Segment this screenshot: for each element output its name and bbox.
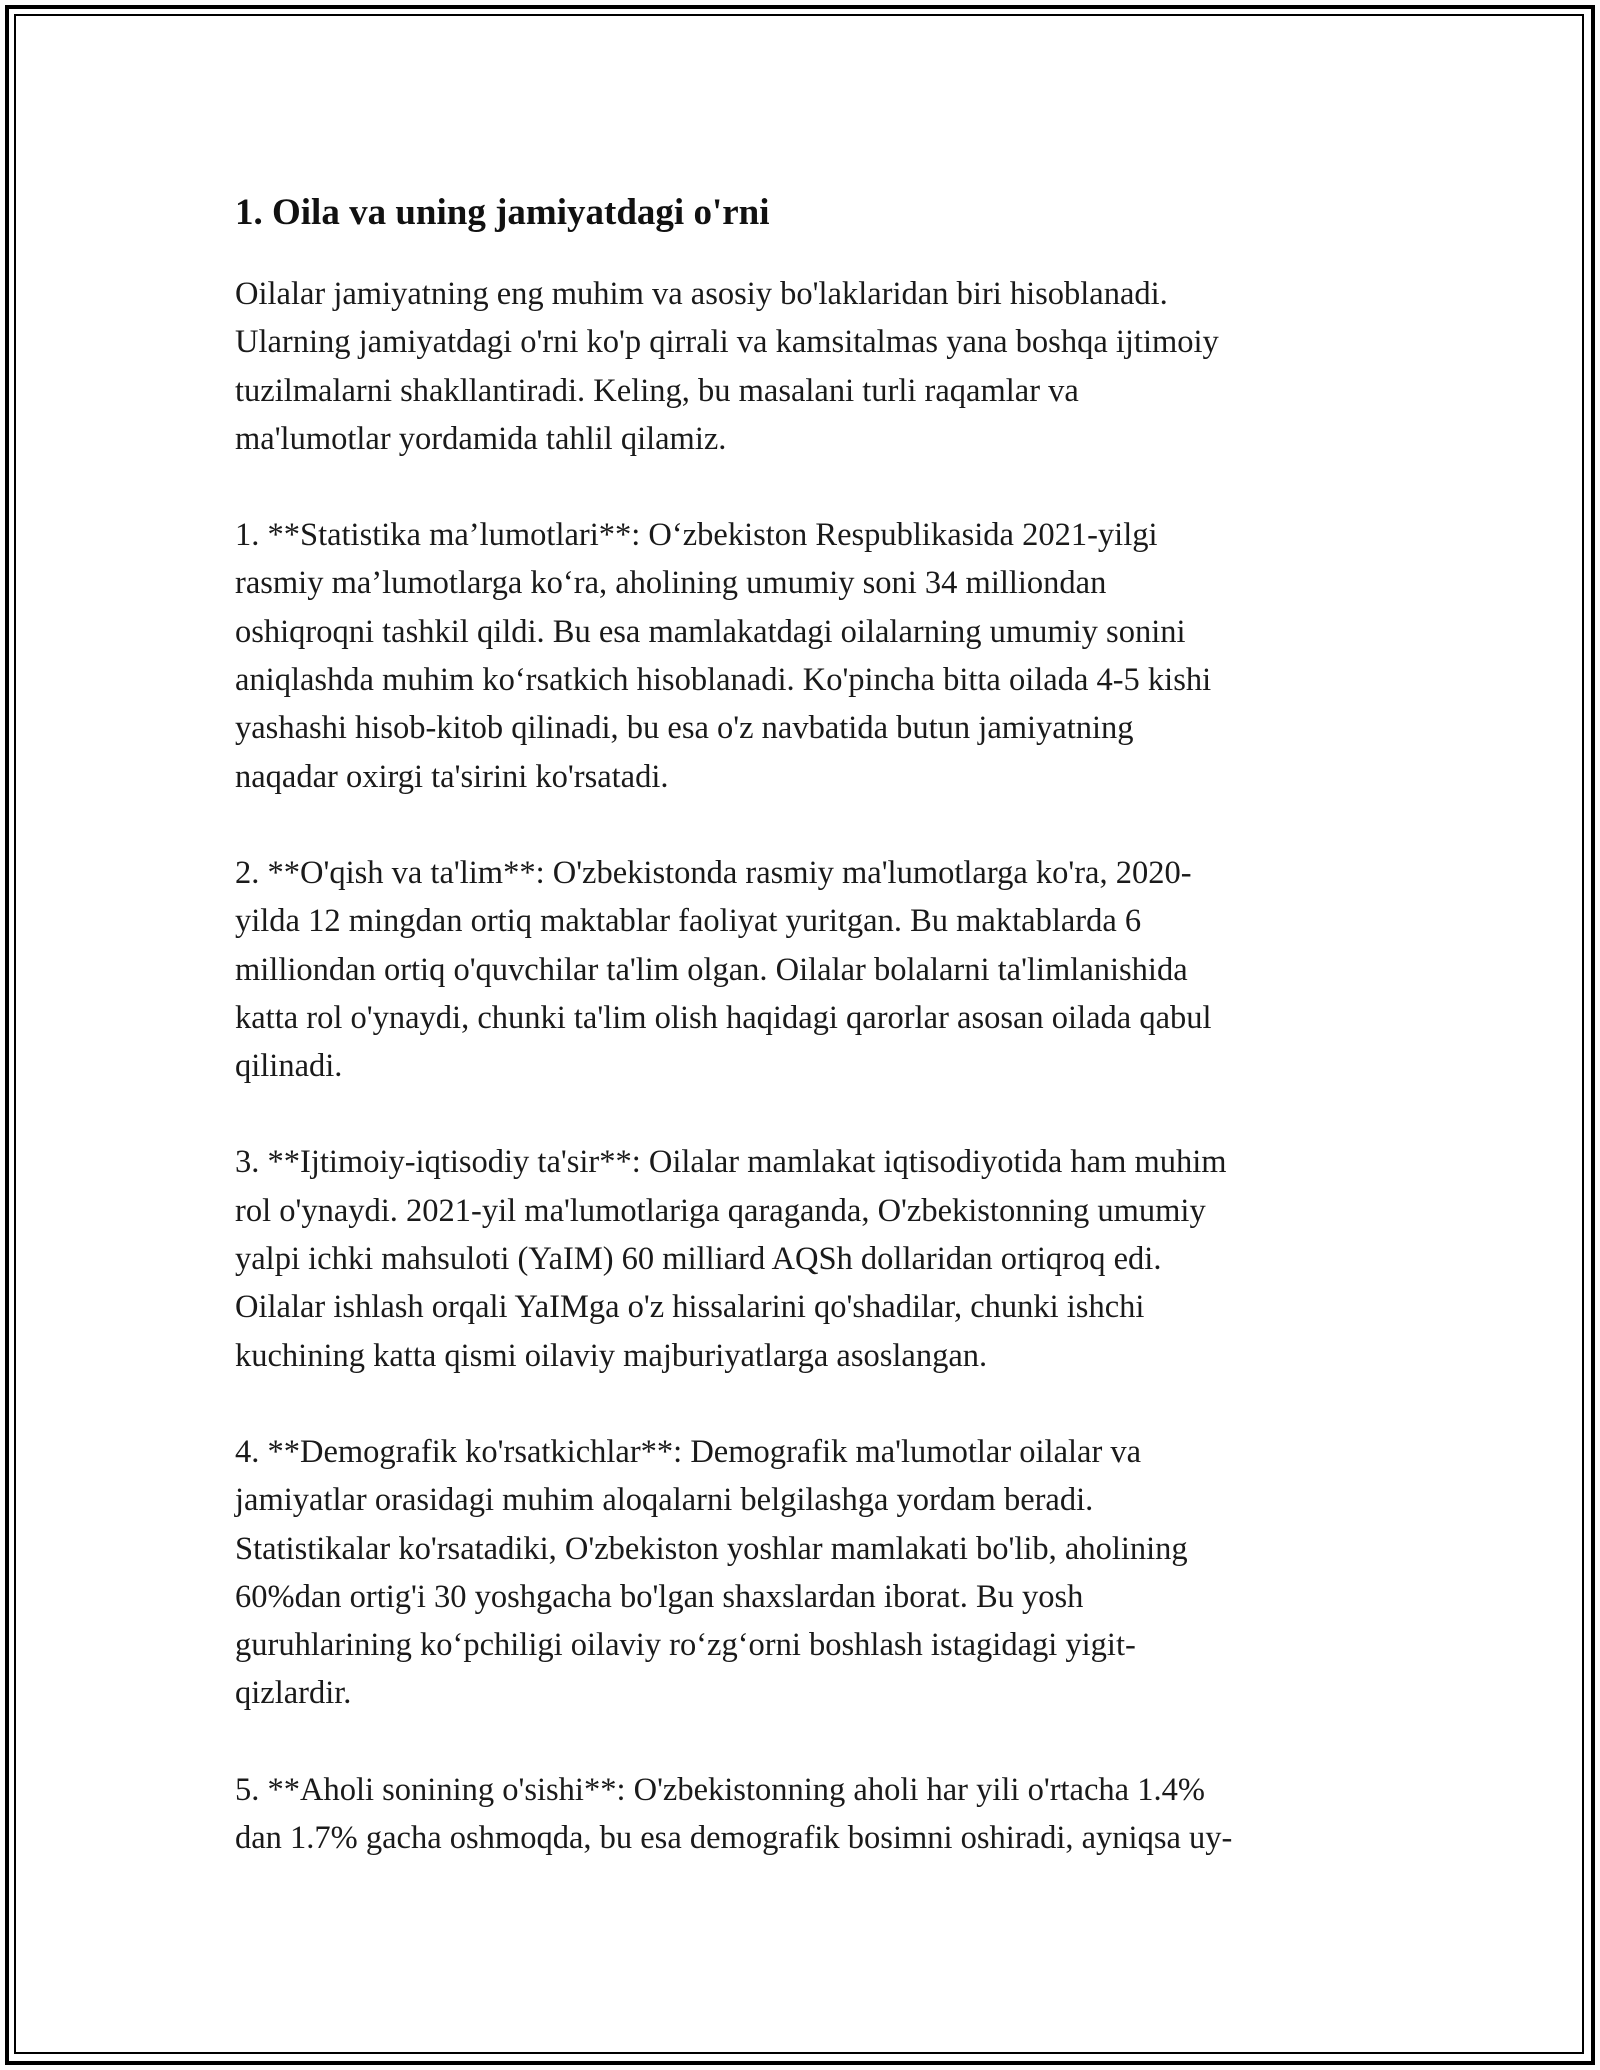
document-title: 1. Oila va uning jamiyatdagi o'rni	[235, 192, 770, 233]
socioeconomic-paragraph: 3. **Ijtimoiy-iqtisodiy ta'sir**: Oilalar mamlakat iqtisodiyotida ham muhim rol o'ynaydi. 2021-yil ma'lumotlariga qaraganda, O'zbekistonning umumiy yalpi ichki mahsuloti (YaIM) 60 milliard AQSh dollaridan ortiqroq edi. Oilalar ishlash orqali YaIMga o'z hissalarini qo'shadilar, chunki ishchi kuchining katta qismi oilaviy majburiyatlarga asoslangan.	[235, 1144, 1227, 1374]
population-growth-paragraph: 5. **Aholi sonining o'sishi**: O'zbekistonning aholi har yili o'rtacha 1.4% dan 1.7% gacha oshmoqda, bu esa demografik bosimni oshiradi, ayniqsa uy-	[235, 1771, 1233, 1857]
demographics-paragraph: 4. **Demografik ko'rsatkichlar**: Demografik ma'lumotlar oilalar va jamiyatlar orasidagi muhim aloqalarni belgilashga yordam beradi. Statistikalar ko'rsatadiki, O'zbekiston yoshlar mamlakati bo'lib, aholining 60%dan ortig'i 30 yoshgacha bo'lgan shaxslardan iborat. Bu yosh guruhlarining ko‘pchiligi oilaviy ro‘zg‘orni boshlash istagidagi yigit- qizlardir.	[235, 1433, 1188, 1712]
education-paragraph: 2. **O'qish va ta'lim**: O'zbekistonda rasmiy ma'lumotlarga ko'ra, 2020- yilda 12 mingdan ortiq maktablar faoliyat yuritgan. Bu maktablarda 6 milliondan ortiq o'quvchilar ta'lim olgan. Oilalar bolalarni ta'limlanishida katta rol o'ynaydi, chunki ta'lim olish haqidagi qarorlar asosan oilada qabul qilinadi.	[235, 854, 1212, 1085]
statistics-paragraph: 1. **Statistika ma’lumotlari**: O‘zbekiston Respublikasida 2021-yilgi rasmiy ma’lumotlarga ko‘ra, aholining umumiy soni 34 milliondan oshiqroqni tashkil qildi. Bu esa mamlakatdagi oilalarning umumiy sonini aniqlashda muhim ko‘rsatkich hisoblanadi. Ko'pincha bitta oilada 4-5 kishi yashashi hisob-kitob qilinadi, bu esa o'z navbatida butun jamiyatning naqadar oxirgi ta'sirini ko'rsatadi.	[235, 517, 1212, 795]
intro-paragraph: Oilalar jamiyatning eng muhim va asosiy bo'laklaridan biri hisoblanadi. Ularning jamiyatdagi o'rni ko'p qirrali va kamsitalmas yana boshqa ijtimoiy tuzilmalarni shakllantiradi. Keling, bu masalani turli raqamlar va ma'lumotlar yordamida tahlil qilamiz.	[235, 276, 1219, 457]
document-page	[235, 188, 1365, 1910]
